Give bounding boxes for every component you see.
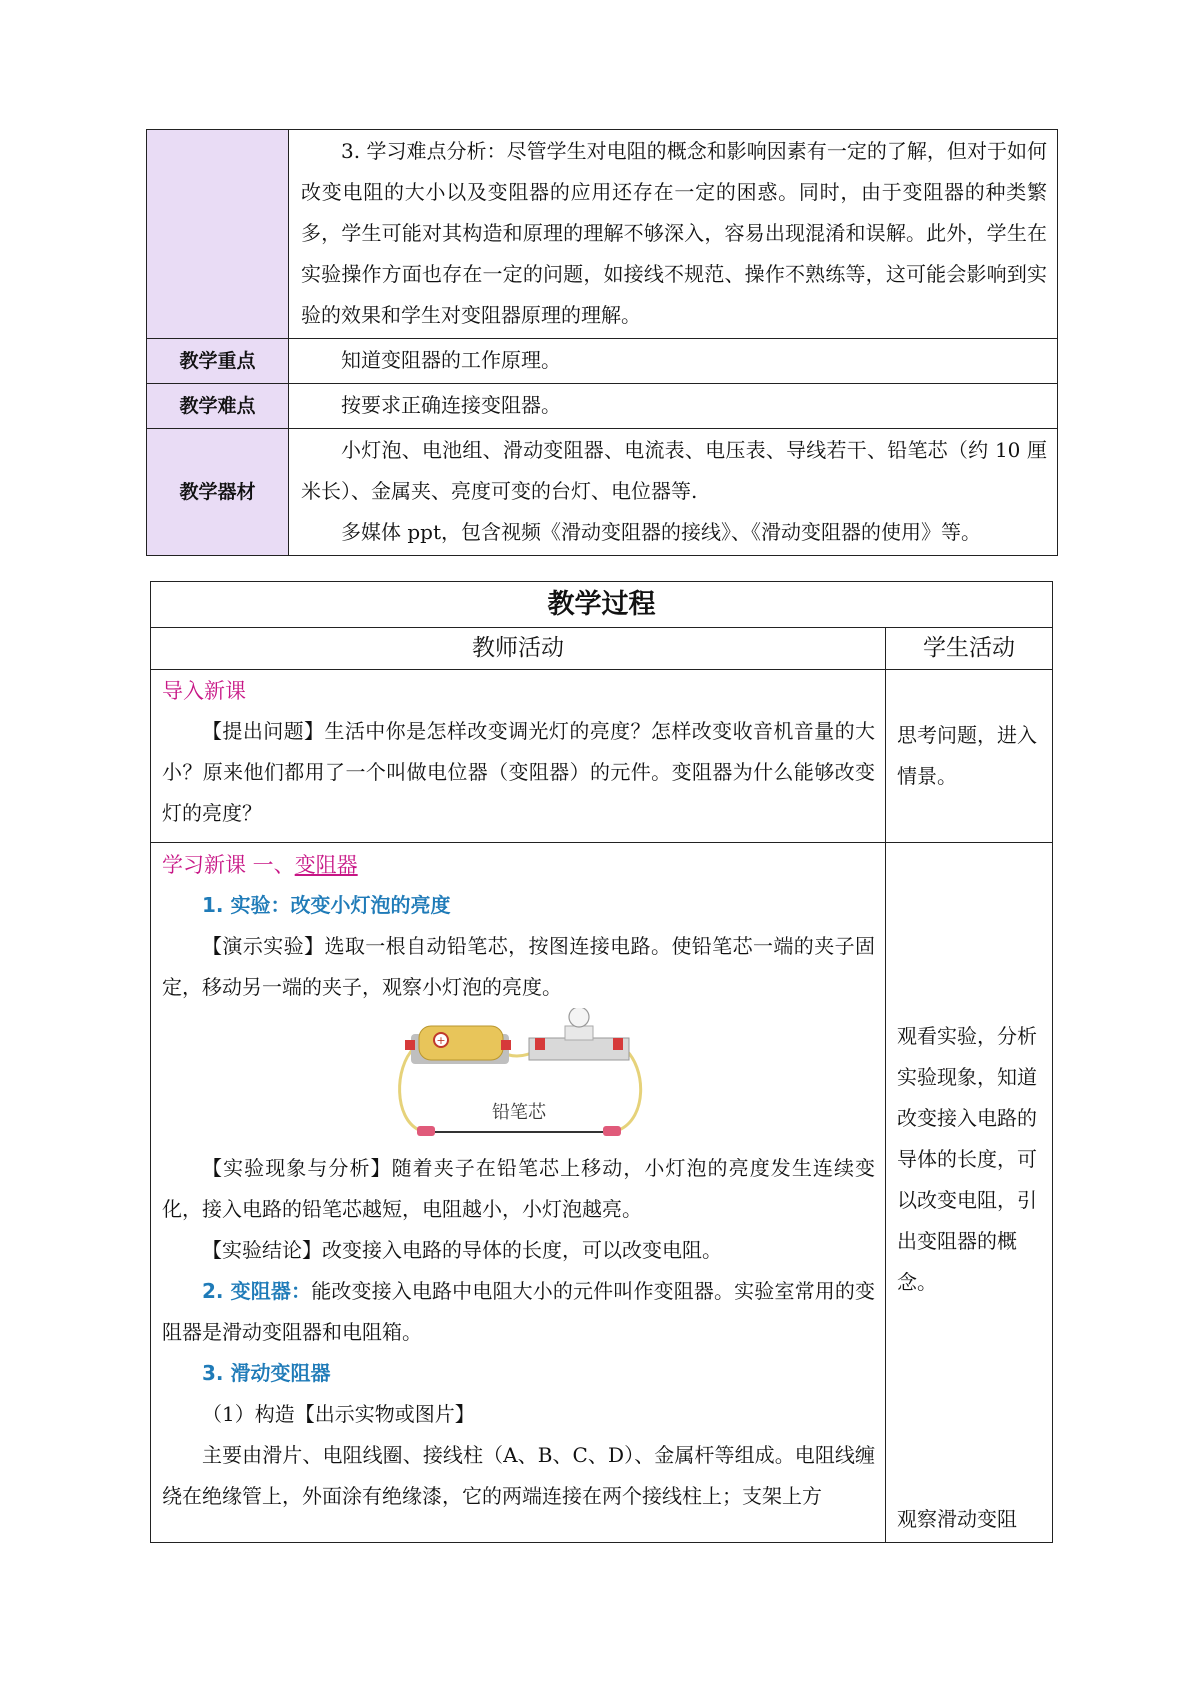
item-heading: 3. 滑动变阻器 bbox=[202, 1361, 331, 1385]
paragraph: 知道变阻器的工作原理。 bbox=[341, 348, 561, 372]
paragraph: 按要求正确连接变阻器。 bbox=[341, 393, 561, 417]
student-header: 学生活动 bbox=[886, 628, 1053, 670]
table-row bbox=[151, 628, 1053, 670]
paragraph bbox=[162, 1271, 875, 1353]
figure-label: 铅笔芯 bbox=[491, 1102, 546, 1123]
plus-sign: + bbox=[435, 1034, 446, 1047]
bulb-icon bbox=[569, 1008, 589, 1027]
terminal bbox=[501, 1040, 511, 1050]
section-heading-link: 变阻器 bbox=[294, 853, 358, 877]
row-content bbox=[289, 130, 1058, 339]
terminal bbox=[405, 1040, 415, 1050]
paragraph: 【提出问题】生活中你是怎样改变调光灯的亮度？怎样改变收音机音量的大小？原来他们都用了一个叫做电位器（变阻器）的元件。变阻器为什么能够改变灯的亮度？ bbox=[162, 719, 876, 825]
row-label bbox=[147, 130, 289, 339]
row-label: 教学重点 bbox=[147, 339, 289, 384]
student-text: 思考问题，进入情景。 bbox=[897, 723, 1038, 788]
paragraph: 3. 学习难点分析：尽管学生对电阻的概念和影响因素有一定的了解，但对于如何改变电阻的大小以及变阻器的应用还存在一定的困惑。同时，由于变阻器的种类繁多，学生可能对其构造和原理的理解不够深入，容易出现混淆和误解。此外，学生在实验操作方面也存在一定的问题，如接线不规范、操作不熟练等，这可能会影响到实验的效果和学生对变阻器原理的理解。 bbox=[301, 139, 1047, 327]
teacher-cell bbox=[151, 670, 886, 843]
info-table bbox=[146, 129, 1058, 556]
clip bbox=[417, 1126, 435, 1136]
table-row bbox=[147, 384, 1058, 429]
section-heading: 导入新课 bbox=[162, 679, 246, 703]
table-row bbox=[147, 339, 1058, 384]
row-label: 教学难点 bbox=[147, 384, 289, 429]
row-content bbox=[289, 429, 1058, 556]
teacher-cell bbox=[151, 843, 886, 1543]
paragraph: 【演示实验】选取一根自动铅笔芯，按图连接电路。使铅笔芯一端的夹子固定，移动另一端的夹子，观察小灯泡的亮度。 bbox=[162, 934, 876, 999]
table-row bbox=[151, 670, 1053, 843]
item-text: 能改变接入电路中电阻大小的元件叫作变阻器。实验室常用的变阻器是滑动变阻器和电阻箱。 bbox=[162, 1279, 876, 1344]
paragraph: 主要由滑片、电阻线圈、接线柱（A、B、C、D）、金属杆等组成。电阻线缠绕在绝缘管上，外面涂有绝缘漆，它的两端连接在两个接线柱上；支架上方 bbox=[162, 1443, 876, 1508]
paragraph: 【实验结论】改变接入电路的导体的长度，可以改变电阻。 bbox=[202, 1238, 722, 1262]
item-heading: 2. 变阻器： bbox=[202, 1279, 312, 1303]
student-cell bbox=[886, 670, 1053, 843]
student-text: 观看实验，分析实验现象，知道改变接入电路的导体的长度，可以改变电阻，引出变阻器的概念。 bbox=[897, 1024, 1038, 1294]
circuit-figure bbox=[389, 1008, 649, 1148]
paragraph: 多媒体 ppt，包含视频《滑动变阻器的接线》、《滑动变阻器的使用》等。 bbox=[341, 520, 981, 544]
row-content bbox=[289, 384, 1058, 429]
table-row bbox=[151, 582, 1053, 628]
item-heading: 1. 实验：改变小灯泡的亮度 bbox=[202, 893, 451, 917]
paragraph: 【实验现象与分析】随着夹子在铅笔芯上移动，小灯泡的亮度发生连续变化，接入电路的铅笔芯越短，电阻越小，小灯泡越亮。 bbox=[162, 1156, 876, 1221]
row-content bbox=[289, 339, 1058, 384]
table-row bbox=[151, 843, 1053, 1543]
terminal bbox=[535, 1038, 545, 1050]
terminal bbox=[613, 1038, 623, 1050]
battery bbox=[419, 1026, 503, 1060]
table-row bbox=[147, 130, 1058, 339]
section-heading-prefix: 学习新课 一、 bbox=[162, 853, 295, 877]
clip bbox=[603, 1126, 621, 1136]
lamp-socket bbox=[565, 1026, 593, 1040]
section-heading bbox=[162, 845, 875, 885]
process-table bbox=[150, 581, 1053, 1543]
paragraph: （1）构造【出示实物或图片】 bbox=[202, 1402, 475, 1426]
paragraph: 小灯泡、电池组、滑动变阻器、电流表、电压表、导线若干、铅笔芯（约 10 厘米长）、金属夹、亮度可变的台灯、电位器等. bbox=[301, 438, 1047, 503]
teacher-header: 教师活动 bbox=[151, 628, 886, 670]
process-title: 教学过程 bbox=[151, 582, 1053, 628]
student-text: 观察滑动变阻 bbox=[897, 1507, 1018, 1531]
row-label: 教学器材 bbox=[147, 429, 289, 556]
table-row bbox=[147, 429, 1058, 556]
student-cell bbox=[886, 843, 1053, 1543]
